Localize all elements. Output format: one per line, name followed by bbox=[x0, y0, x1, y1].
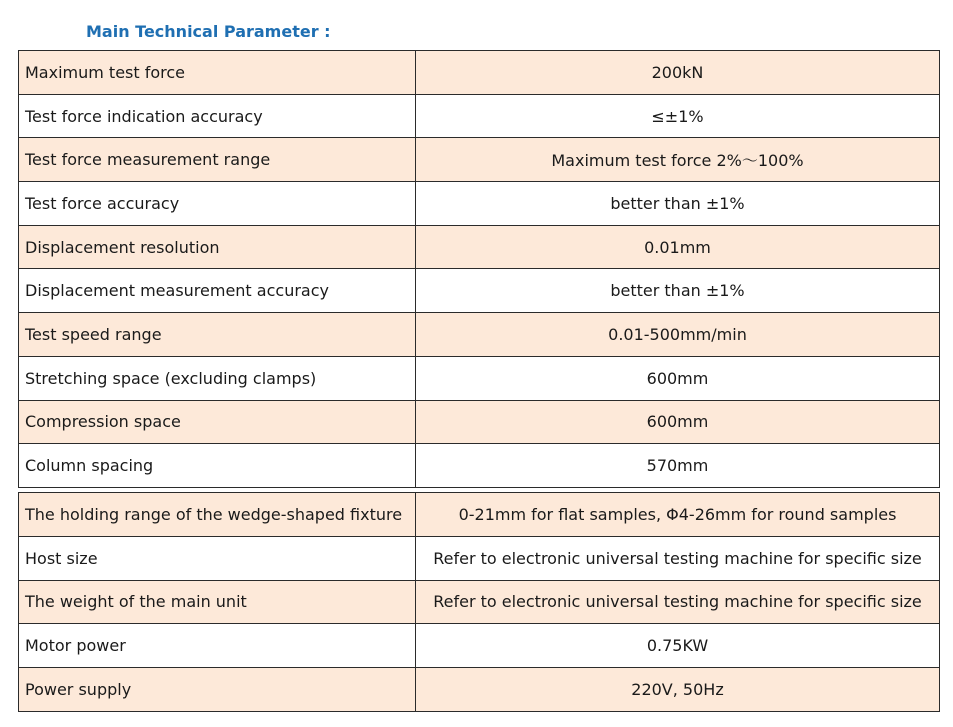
parameter-label: The holding range of the wedge-shaped fixture bbox=[19, 493, 416, 537]
parameter-value: 220V, 50Hz bbox=[416, 668, 940, 712]
parameter-value: 570mm bbox=[416, 444, 940, 488]
parameter-value: ≤±1% bbox=[416, 94, 940, 138]
parameter-label: The weight of the main unit bbox=[19, 580, 416, 624]
parameter-label: Motor power bbox=[19, 624, 416, 668]
table-row bbox=[19, 624, 940, 668]
parameter-label: Stretching space (excluding clamps) bbox=[19, 356, 416, 400]
parameter-value: 200kN bbox=[416, 51, 940, 95]
parameter-value: 0.01mm bbox=[416, 225, 940, 269]
table-row bbox=[19, 225, 940, 269]
parameter-label: Compression space bbox=[19, 400, 416, 444]
table-row bbox=[19, 356, 940, 400]
table-row bbox=[19, 536, 940, 580]
parameter-label: Displacement measurement accuracy bbox=[19, 269, 416, 313]
parameter-label: Host size bbox=[19, 536, 416, 580]
parameter-value: 0.01-500mm/min bbox=[416, 313, 940, 357]
parameter-label: Power supply bbox=[19, 668, 416, 712]
parameter-label: Test force indication accuracy bbox=[19, 94, 416, 138]
parameter-value: 0.75KW bbox=[416, 624, 940, 668]
parameter-value: 0-21mm for flat samples, Φ4-26mm for round samples bbox=[416, 493, 940, 537]
parameter-label: Displacement resolution bbox=[19, 225, 416, 269]
table-row bbox=[19, 668, 940, 712]
table-row bbox=[19, 400, 940, 444]
parameter-table-main bbox=[18, 50, 940, 488]
parameter-value: Refer to electronic universal testing machine for specific size bbox=[416, 536, 940, 580]
table-row bbox=[19, 138, 940, 182]
parameter-label: Column spacing bbox=[19, 444, 416, 488]
parameter-value: 600mm bbox=[416, 356, 940, 400]
parameter-label: Test force accuracy bbox=[19, 182, 416, 226]
table-row bbox=[19, 313, 940, 357]
page-title: Main Technical Parameter : bbox=[86, 22, 331, 41]
table-row bbox=[19, 493, 940, 537]
parameter-value: Maximum test force 2%～100% bbox=[416, 138, 940, 182]
table-row bbox=[19, 182, 940, 226]
table-row bbox=[19, 269, 940, 313]
table-row bbox=[19, 51, 940, 95]
parameter-value: Refer to electronic universal testing machine for specific size bbox=[416, 580, 940, 624]
table-row bbox=[19, 444, 940, 488]
parameter-value: better than ±1% bbox=[416, 269, 940, 313]
parameter-label: Test force measurement range bbox=[19, 138, 416, 182]
table-row bbox=[19, 580, 940, 624]
parameter-table-extra bbox=[18, 492, 940, 712]
parameter-label: Maximum test force bbox=[19, 51, 416, 95]
parameter-value: 600mm bbox=[416, 400, 940, 444]
table-row bbox=[19, 94, 940, 138]
parameter-value: better than ±1% bbox=[416, 182, 940, 226]
parameter-label: Test speed range bbox=[19, 313, 416, 357]
